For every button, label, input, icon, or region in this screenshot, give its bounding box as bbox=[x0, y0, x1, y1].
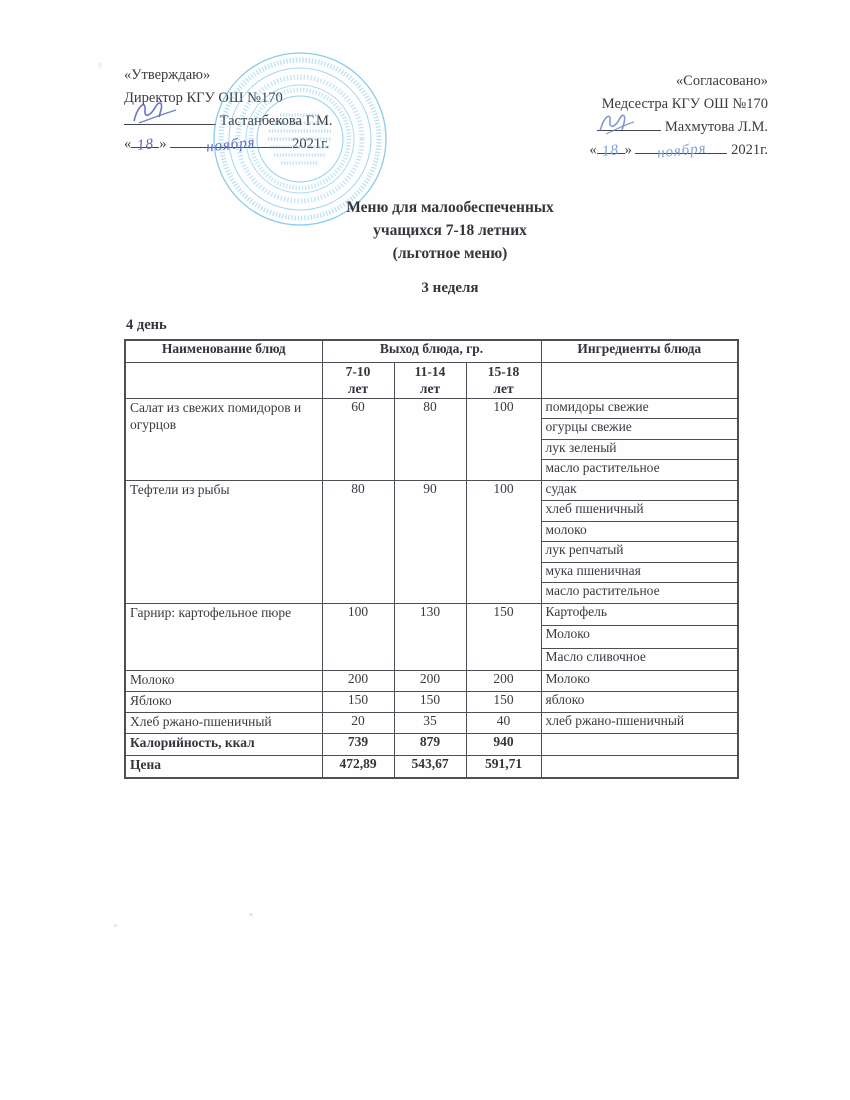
ingredient-cell: Картофель bbox=[541, 603, 738, 626]
amount-cell: 150 bbox=[394, 692, 466, 713]
ingredient-cell: хлеб ржано-пшеничный bbox=[541, 713, 738, 734]
age-group-11-14: 11-14 лет bbox=[394, 362, 466, 398]
empty-cell bbox=[541, 756, 738, 778]
agree-role: Медсестра КГУ ОШ №170 bbox=[601, 96, 768, 112]
handwritten-day: 18 bbox=[601, 142, 620, 160]
amount-cell: 80 bbox=[394, 398, 466, 480]
menu-table bbox=[124, 339, 739, 779]
date-year: 2021г. bbox=[292, 136, 330, 152]
approve-signature-line bbox=[124, 110, 333, 133]
amount-cell: 100 bbox=[466, 480, 541, 603]
signature-underline bbox=[124, 110, 216, 125]
calories-value: 739 bbox=[322, 734, 394, 756]
scan-speck bbox=[249, 913, 253, 916]
price-label: Цена bbox=[125, 756, 322, 778]
amount-cell: 90 bbox=[394, 480, 466, 603]
amount-cell: 40 bbox=[466, 713, 541, 734]
dish-name-cell: Хлеб ржано-пшеничный bbox=[125, 713, 322, 734]
approve-title: «Утверждаю» bbox=[124, 67, 211, 83]
amount-cell: 150 bbox=[466, 603, 541, 671]
handwritten-day: 18 bbox=[136, 136, 155, 154]
ingredient-cell: Молоко bbox=[541, 626, 738, 649]
amount-cell: 200 bbox=[394, 671, 466, 692]
ingredient-cell: яблоко bbox=[541, 692, 738, 713]
amount-cell: 35 bbox=[394, 713, 466, 734]
amount-cell: 80 bbox=[322, 480, 394, 603]
price-value: 543,67 bbox=[394, 756, 466, 778]
table-row bbox=[125, 603, 738, 626]
title-line-2: учащихся 7-18 летних bbox=[373, 222, 527, 239]
ingredient-cell: Масло сливочное bbox=[541, 648, 738, 671]
agree-title: «Согласовано» bbox=[675, 73, 768, 89]
price-value: 472,89 bbox=[322, 756, 394, 778]
agree-date-line: « 18 » ноября 2021г. bbox=[589, 139, 768, 162]
scan-speck bbox=[98, 62, 102, 68]
date-day-underline bbox=[597, 139, 625, 160]
col-header-ingredients: Ингредиенты блюда bbox=[541, 340, 738, 362]
scan-speck bbox=[114, 924, 117, 927]
ingredient-cell: масло растительное bbox=[541, 460, 738, 481]
age-group-15-18: 15-18 лет bbox=[466, 362, 541, 398]
empty-cell bbox=[541, 362, 738, 398]
table-row bbox=[125, 671, 738, 692]
approval-block-right bbox=[589, 70, 768, 162]
calories-row bbox=[125, 734, 738, 756]
agree-signature-line bbox=[589, 116, 768, 139]
empty-cell bbox=[541, 734, 738, 756]
week-label: 3 неделя bbox=[421, 280, 479, 296]
ingredient-cell: судак bbox=[541, 480, 738, 501]
ingredient-cell: помидоры свежие bbox=[541, 398, 738, 419]
amount-cell: 100 bbox=[322, 603, 394, 671]
col-header-dish-name: Наименование блюд bbox=[125, 340, 322, 362]
date-year: 2021г. bbox=[731, 142, 768, 158]
ingredient-cell: хлеб пшеничный bbox=[541, 501, 738, 522]
amount-cell: 100 bbox=[466, 398, 541, 480]
calories-value: 940 bbox=[466, 734, 541, 756]
ingredient-cell: молоко bbox=[541, 521, 738, 542]
ingredient-cell: Молоко bbox=[541, 671, 738, 692]
table-row bbox=[125, 692, 738, 713]
amount-cell: 200 bbox=[322, 671, 394, 692]
handwritten-month: ноября bbox=[656, 140, 707, 162]
dish-name-cell: Тефтели из рыбы bbox=[125, 480, 322, 603]
calories-label: Калорийность, ккал bbox=[125, 734, 322, 756]
price-value: 591,71 bbox=[466, 756, 541, 778]
approve-date-line: « 18 » ноября 2021г. bbox=[124, 133, 333, 156]
amount-cell: 130 bbox=[394, 603, 466, 671]
dish-name-cell: Молоко bbox=[125, 671, 322, 692]
approve-role: Директор КГУ ОШ №170 bbox=[124, 90, 283, 106]
table-row bbox=[125, 398, 738, 419]
signature-underline bbox=[597, 116, 661, 131]
dish-name-cell: Салат из свежих помидоров и огурцов bbox=[125, 398, 322, 480]
ingredient-cell: мука пшеничная bbox=[541, 562, 738, 583]
table-row bbox=[125, 713, 738, 734]
agree-signer-name: Махмутова Л.М. bbox=[664, 119, 768, 135]
price-row bbox=[125, 756, 738, 778]
calories-value: 879 bbox=[394, 734, 466, 756]
ingredient-cell: огурцы свежие bbox=[541, 419, 738, 440]
amount-cell: 20 bbox=[322, 713, 394, 734]
day-label: 4 день bbox=[126, 317, 167, 333]
dish-name-cell: Яблоко bbox=[125, 692, 322, 713]
handwritten-month: ноября bbox=[205, 134, 257, 156]
dish-name-cell: Гарнир: картофельное пюре bbox=[125, 603, 322, 671]
ingredient-cell: масло растительное bbox=[541, 583, 738, 604]
amount-cell: 60 bbox=[322, 398, 394, 480]
age-group-7-10: 7-10 лет bbox=[322, 362, 394, 398]
ingredient-cell: лук зеленый bbox=[541, 439, 738, 460]
title-line-1: Меню для малообеспеченных bbox=[346, 199, 554, 216]
table-row bbox=[125, 480, 738, 501]
date-day-underline bbox=[131, 133, 159, 154]
approval-block-left bbox=[124, 64, 333, 156]
document-title bbox=[240, 196, 660, 265]
ingredient-cell: лук репчатый bbox=[541, 542, 738, 563]
title-line-3: (льготное меню) bbox=[392, 245, 508, 262]
amount-cell: 150 bbox=[466, 692, 541, 713]
amount-cell: 200 bbox=[466, 671, 541, 692]
table-header-row bbox=[125, 340, 738, 362]
empty-cell bbox=[125, 362, 322, 398]
approve-signer-name: Тастанбекова Г.М. bbox=[219, 113, 333, 129]
col-header-yield: Выход блюда, гр. bbox=[322, 340, 541, 362]
amount-cell: 150 bbox=[322, 692, 394, 713]
age-group-header-row bbox=[125, 362, 738, 398]
